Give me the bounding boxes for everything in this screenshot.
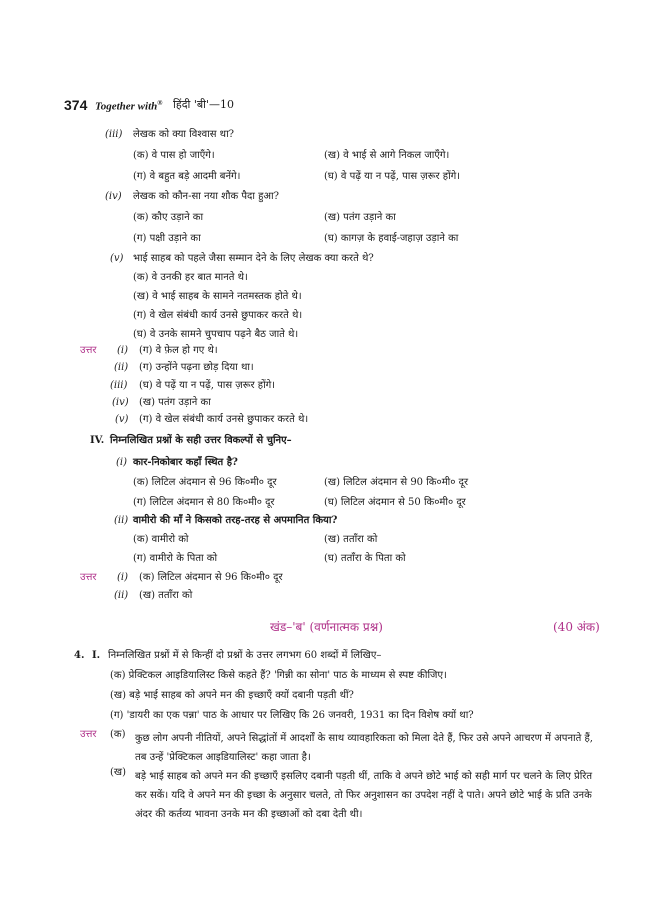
answer-number: (ii) [114,590,129,601]
option-text: पतंग उड़ाने का [343,212,396,223]
option [324,497,466,510]
option-label: (ग) [133,553,147,564]
answer-number: (ii) [114,362,129,373]
option-label: (ख) [324,477,340,488]
brand-name: Together with [95,100,158,113]
option [133,497,275,510]
question-text: निम्नलिखित प्रश्नों में से किन्हीं दो प्रश्नों के उत्तर लगभग 60 शब्दों में लिखिए– [108,650,382,661]
answer-option-label: (ग) [139,345,153,356]
answer-label: उत्तर [80,729,97,740]
option [324,150,449,163]
option-text: वामीरो के पिता को [149,553,218,564]
question-text: लेखक को कौन-सा नया शौक पैदा हुआ? [133,191,280,202]
answer-option-label: (ग) [139,414,153,425]
answer-number: (iii) [110,380,128,391]
option [110,670,447,683]
option-label: (क) [133,477,149,488]
option-text: पक्षी उड़ाने का [149,233,201,244]
option-text: वे उनके सामने चुपचाप पढ़ने बैठ जाते थे। [149,329,299,340]
question-number: (i) [116,457,128,468]
answer-text: वे खेल संबंधी कार्य उनसे छुपाकर करते थे। [155,414,309,425]
answer-option-label: (ग) [139,362,153,373]
question-number: (iv) [105,191,122,202]
option [324,233,458,246]
option [133,272,248,285]
option-text: लिटिल अंदमान से 50 कि०मी० दूर [340,497,466,508]
option-text: वामीरो को [151,534,189,545]
answer-item [139,590,192,603]
answer-item [139,362,254,375]
option-label: (घ) [133,329,147,340]
answer-option-label: (क) [110,729,126,740]
option [133,171,240,184]
option [133,233,201,246]
question-sub-number: I. [92,650,101,661]
question-number: (v) [110,253,124,264]
answer-text: उन्होंने पढ़ना छोड़ दिया था। [155,362,254,373]
option-text: वे बहुत बड़े आदमी बनेंगे। [149,171,241,182]
option-label: (क) [110,670,126,681]
option-label: (ख) [324,534,340,545]
option [324,212,396,225]
option [133,150,215,163]
answer-option-label: (ख) [139,590,155,601]
answer-option-label: (ख) [110,767,126,778]
answer-number: (i) [117,572,129,583]
answer-item [139,380,275,393]
answer-number: (i) [117,345,129,356]
answer-number: (v) [115,414,129,425]
option [324,534,377,547]
option-text: 'डायरी का एक पन्ना' पाठ के आधार पर लिखिए कि 26 जनवरी, 1931 का दिन विशेष क्यों था? [126,710,474,721]
page-number: 374 [64,97,88,113]
question-text: भाई साहब को पहले जैसा सम्मान देने के लिए लेखक क्या करते थे? [133,253,374,264]
option [133,534,189,547]
option-text: तताँरा के पिता को [340,553,406,564]
section-b-marks: (40 अंक) [553,620,600,634]
question-number: (ii) [114,515,129,526]
option-label: (घ) [324,171,338,182]
option-label: (ख) [324,212,340,223]
option-text: वे भाई से आगे निकल जाएँगे। [343,150,450,161]
option-label: (क) [133,534,149,545]
option [133,310,302,323]
section-instruction: निम्नलिखित प्रश्नों के सही उत्तर विकल्पों से चुनिए– [110,435,292,446]
option-label: (ख) [133,291,149,302]
option-text: लिटिल अंदमान से 80 कि०मी० दूर [149,497,275,508]
question-text: वामीरो की माँ ने किसको तरह-तरह से अपमानित किया? [133,515,338,526]
option-label: (घ) [324,497,338,508]
option [133,477,277,490]
brand-title [95,99,162,114]
option-label: (ग) [133,233,147,244]
option-label: (ख) [110,690,126,701]
answer-option-label: (क) [139,572,155,583]
answer-text: वे पढ़ें या न पढ़ें, पास ज़रूर होंगे। [155,380,276,391]
section-number: IV. [90,435,105,446]
question-number: 4. [74,650,85,661]
answer-text: वे फ़ेल हो गए थे। [155,345,218,356]
question-text: लेखक को क्या विश्वास था? [133,129,235,140]
option-label: (घ) [324,553,338,564]
option-text: लिटिल अंदमान से 90 कि०मी० दूर [343,477,469,488]
option [110,710,474,723]
option-text: वे भाई साहब के सामने नतमस्तक होते थे। [152,291,302,302]
answer-text: पतंग उड़ाने का [158,397,211,408]
option [133,291,302,304]
question-text: कार-निकोबार कहाँ स्थित है? [133,457,238,468]
option-label: (क) [133,150,149,161]
option-label: (ख) [324,150,340,161]
option-text: तताँरा को [343,534,378,545]
registered-mark: ® [157,99,163,107]
option [324,553,406,566]
option-label: (ग) [133,171,147,182]
answer-paragraph: बड़े भाई साहब को अपने मन की इच्छाएँ इसलिए दबानी पड़ती थीं, ताकि वे अपने छोटे भाई को सही मार्ग पर चलने के लिए प्रेरित कर सकें। यदि वे अपने मन की इच्छा के अनुसार चलते, तो फिर अनुशासन का उपदेश नहीं दे पाते। अपने छोटे भाई के प्रति उनके अंदर की कर्तव्य भावना उनके मन की इच्छाओं को दबा देती थी। [135,771,593,820]
option-text: वे पढ़ें या न पढ़ें, पास ज़रूर होंगे। [340,171,461,182]
subject-title: हिंदी 'बी'—10 [173,98,235,111]
answer-item [139,397,211,410]
option [110,690,354,703]
option-text: कौए उड़ाने का [151,212,204,223]
answer-paragraph: कुछ लोग अपनी नीतियों, अपने सिद्धांतों में आदर्शों के साथ व्यावहारिकता को मिला देते हैं, फिर उसे अपने आचरण में अपनाते हैं, तब उन्हें 'प्रेक्टिकल आइडियालिस्ट' कहा जाता है। [135,733,593,763]
option-text: वे खेल संबंधी कार्य उनसे छुपाकर करते थे। [149,310,303,321]
option-text: प्रेक्टिकल आइडियालिस्ट किसे कहते हैं? 'गिन्नी का सोना' पाठ के माध्यम से स्पष्ट कीजिए। [128,670,447,681]
option [133,329,298,342]
section-b-heading: खंड–'ब' (वर्णनात्मक प्रश्न) [270,620,383,634]
answer-text: तताँरा को [158,590,193,601]
answer-number: (iv) [112,397,129,408]
option-text: वे पास हो जाएँगे। [151,150,215,161]
option-text: कागज़ के हवाई-जहाज़ उड़ाने का [340,233,459,244]
answer-item [139,345,218,358]
option-text: बड़े भाई साहब को अपने मन की इच्छाएँ क्यों दबानी पड़ती थीं? [129,690,354,701]
option [324,171,460,184]
answer-text: लिटिल अंदमान से 96 कि०मी० दूर [157,572,283,583]
answer-option-label: (घ) [139,380,153,391]
question-number: (iii) [105,129,123,140]
answer-label: उत्तर [80,572,97,583]
answer-option-label: (ख) [139,397,155,408]
option-label: (ग) [110,710,124,721]
answer-item [139,572,283,585]
option-text: वे उनकी हर बात मानते थे। [151,272,248,283]
option-label: (क) [133,212,149,223]
option-label: (क) [133,272,149,283]
option-text: लिटिल अंदमान से 96 कि०मी० दूर [151,477,277,488]
option [133,212,203,225]
option-label: (घ) [324,233,338,244]
answer-label: उत्तर [80,345,97,356]
option [133,553,217,566]
option-label: (ग) [133,497,147,508]
option-label: (ग) [133,310,147,321]
answer-item [139,414,308,427]
option [324,477,468,490]
